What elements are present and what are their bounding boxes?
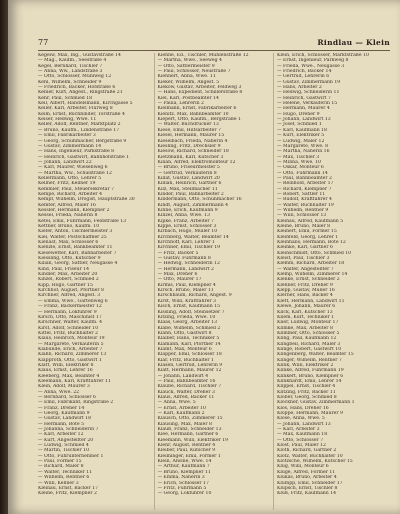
directory-entry: Kiesling, Fritz, Drechsler 9	[157, 143, 221, 149]
directory-entry: — Anna, Ww., Landstraße 3	[38, 69, 103, 75]
directory-entry: Klerner, Hans, Bäcker 4	[277, 293, 333, 299]
directory-entry: — Heinrich, Gastwirt 7	[277, 95, 331, 101]
directory-entry: Kiesow, Richard, Schneider 18	[157, 149, 229, 155]
directory-entry: Keiler, Karl, Arbeiter, Flurweg 8	[38, 106, 113, 112]
header-rule	[38, 50, 390, 51]
directory-entry: Kirsch, Bruno, Maler 11	[157, 288, 214, 294]
directory-entry: Klier, Ludwig, Monteur 17	[277, 320, 339, 326]
directory-entry: — Hans, Ingenieur, Parkstraße 8	[38, 149, 115, 155]
directory-entry: Kietzmann, Karl, Kutscher 3	[157, 154, 224, 160]
directory-entry: Keiser, Hedwig, Wwe. 11	[38, 117, 97, 123]
directory-entry: Kiesewetter, Karl, Bahnarbeiter 7	[38, 250, 117, 256]
directory-entry: — Heinrich, Gastwirt, Bahnhofstraße 1	[38, 154, 130, 160]
running-head: Rindlau — Klein	[317, 38, 390, 47]
directory-entry: Klumpp, Emil, Schneider 17	[277, 480, 343, 486]
directory-entry: — Hans, Expedient, Schillerstraße 8	[157, 90, 243, 96]
directory-entry: — Max, Kaufmann 18	[277, 432, 328, 438]
directory-entry: — Gertrud, Verkäuferin 8	[157, 170, 217, 176]
directory-entry: Kluge, Alfred, Former 11	[277, 469, 336, 475]
directory-entry: — Kurt, Elektriker 5	[277, 133, 325, 139]
directory-entry: Klotzsche, Wilhelm, Kutscher 15	[277, 459, 353, 465]
directory-entry: Kiel, Walter, Postschaffner 25	[38, 234, 107, 240]
directory-entry: Klapper, Emil, Schlosser 18	[157, 352, 222, 358]
directory-entry: Klimmer, Otto, Schlosser 5	[277, 330, 340, 336]
directory-entry: Kleinau, Alfred, Kaufmann 5	[277, 218, 344, 224]
directory-entry: Kettner, Bruno, Kaufm. 10	[38, 224, 100, 229]
directory-entry: — Willi, Kellner 3	[38, 480, 79, 486]
directory-entry: Kipke, Franz, Arbeiter 7	[157, 218, 214, 224]
directory-entry: Klug, Willi, Monteur 6	[277, 464, 329, 470]
directory-entry: Klaas, Georg, Arbeiter 13	[157, 320, 218, 326]
directory-entry: Kiesel, Hermann, Maurer 15	[157, 133, 225, 139]
directory-entry: — Bruno, Klempner 11	[157, 469, 211, 475]
directory-entry: Kipp, Hugo, Gärtner 15	[38, 282, 93, 288]
directory-entry: Kirchner, Emil, Tischler 19	[157, 245, 221, 251]
directory-entry: — Rudolf, Kraftfahrer 4	[277, 197, 332, 203]
directory-entry: Klett, Hermann, Landwirt 11	[277, 298, 345, 304]
directory-entry: Kienzle, Ernst, Bankbeamter 11	[38, 245, 113, 251]
directory-entry: Kisch, Ernst, Kaufmann 15	[157, 304, 220, 310]
directory-entry: Klinge, Robert, Gastwirt 10	[277, 346, 342, 352]
directory-entry: — Margarete, Wwe. 8	[277, 143, 328, 149]
directory-entry: Kirmis, Paul, Klempner 4	[157, 282, 216, 288]
directory-entry: — Georg, Schuhmacher, Bergstraße 9	[38, 138, 127, 144]
directory-entry: — Max, Dreher 6	[157, 272, 198, 278]
directory-entry: — Martha, Wwe., Seeweg 4	[157, 58, 222, 64]
directory-entry: Kitzing, Frieda, Wwe. 10	[157, 314, 216, 320]
directory-entry: Kittel, Fritz, Buchhalter 2	[38, 330, 98, 336]
directory-entry: — Paul, Former 15	[38, 459, 82, 465]
directory-entry: — Willi, Schlosser 13	[277, 213, 327, 219]
directory-entry: Kehl, Wilhelm, Schneider 9	[38, 79, 102, 85]
directory-entry: — Karl, Kaufmann 2	[157, 411, 205, 417]
directory-entry: — Kurt, Angestellter 20	[38, 437, 94, 443]
directory-entry: Keller, Adolf, Rentner, Marktplatz 2	[38, 122, 121, 128]
directory-entry: Klitzing, Fritz, Bäcker 11	[277, 389, 336, 395]
directory-entry: — Paul, Schlosser, Neustraße 7	[157, 69, 231, 75]
directory-entry: Klar, Fritz, Buchhalter 1	[157, 357, 214, 363]
directory-entry: — Hans, Arbeiter 2	[277, 85, 322, 91]
directory-entry: — Karl, Kaufmann 18	[277, 127, 327, 133]
directory-entry: Klasen, Gertrud, Lehrerin 9	[157, 362, 223, 368]
directory-entry: Klein, Erich, Schlosser, Marktstraße 10	[277, 53, 369, 58]
directory-entry: Klamann, Karl, Pförtner 14	[157, 341, 221, 347]
directory-entry: Kirchhoff, Karl, Lehrer 1	[157, 240, 215, 246]
directory-entry: Klingbeil, Richard, Maler 3	[277, 341, 341, 347]
directory-entry: — Georg, Lokführer 10	[157, 491, 212, 497]
directory-entry: Kempe, Richard, Arbeiter 4	[38, 191, 103, 197]
directory-entry: Klenner, Fritz, Dreher 9	[277, 282, 333, 288]
directory-entry: — Emil, Fabrikant, Ringstraße 2	[38, 400, 114, 406]
directory-entry: Kiel, Karl, Postbeamter 14	[157, 95, 219, 101]
directory-entry: Klepp, Gustav, Müller 16	[277, 288, 335, 294]
directory-entry: — Bruno, Kaufm., Lindenstraße 17	[38, 127, 120, 133]
directory-entry: Kessel, Frieda, Näherin 8	[38, 213, 98, 219]
page-number: 77	[38, 38, 49, 47]
directory-entry: — Walter, Buchhalter 19	[277, 202, 334, 208]
directory-entry: Klausch, Otto, Zimmerer 15	[157, 416, 223, 422]
directory-entry: — Fritz, Bäcker 5	[157, 250, 199, 256]
directory-entry: — Martin, Tischler 10	[38, 448, 89, 454]
directory-entry: Kieselbach, Frieda, Näherin 4	[157, 138, 228, 144]
directory-entry: Klost, Paul, Maler 12	[277, 443, 326, 449]
directory-entry: — Karl, Arbeiter 12	[38, 432, 84, 438]
directory-entry: — Ernst, Ingenieur, Parkweg 8	[277, 58, 349, 64]
directory-entry: Kirchhof, August, Pförtner 8	[38, 288, 104, 294]
directory-entry: — Johann, Landwirt 22	[38, 159, 92, 165]
directory-entry: — Hermann, Maurer 4	[277, 106, 330, 112]
directory-entry: — Martha, Ww., Schulstraße 12	[38, 170, 112, 176]
directory-entry: Kemter, Alfred, Maler 16	[38, 202, 96, 208]
directory-entry: — Richard, Klempner 7	[277, 186, 332, 192]
directory-entry: — Otto, Fuhrunternehmer 1	[38, 453, 104, 459]
directory-entry: Klose, Anna, Wwe. 5	[277, 416, 325, 422]
directory-entry: Klimke, Max, Arbeiter 8	[277, 325, 333, 331]
directory-entry: Kleine, Bruno, Maler 8	[277, 224, 331, 229]
directory-entry: Klabunde, Erich, Arbeiter 7	[38, 346, 103, 352]
directory-columns	[38, 53, 390, 510]
directory-entry: Klein, Alwine, Wwe. 14	[157, 459, 212, 465]
directory-entry: — Ludwig, Schmied 4	[38, 443, 89, 449]
directory-entry: — Emma, Näherin 3	[157, 475, 205, 481]
directory-entry: — Karl, Arbeiter 3	[277, 427, 320, 433]
directory-entry: Kirschner, Walter, Kaufm. 4	[38, 320, 103, 326]
directory-entry: — Hedwig, Schneiderin 11	[277, 90, 340, 96]
directory-entry: Kellner, Fritz, Kellner 19	[38, 181, 96, 187]
directory-entry: Kiehnert, Anna, Wwe. 11	[157, 74, 216, 80]
directory-entry: — Emma, Wwe., Gartenweg 6	[38, 298, 108, 304]
directory-entry: — Hermann, Bote 5	[38, 421, 84, 427]
directory-entry: — Gustav, Fuhrmann 8	[157, 256, 211, 262]
column-divider	[154, 53, 155, 510]
directory-entry: Kleemann, Karl, Kraftfahrer 11	[38, 378, 111, 384]
directory-entry: Klupsch, Ernst, Tischler 8	[277, 485, 338, 491]
directory-entry: Kleemann, Willi, Elektriker 19	[157, 437, 229, 443]
directory-entry: Klauck, Walter, Dreher 3	[157, 389, 215, 395]
directory-entry: Kirchner, Alfred, Angest. 3	[38, 293, 101, 299]
directory-entry: — Erich, Schlosser 17	[157, 480, 209, 486]
directory-entry: Killian, Heinrich, Gärtner 6	[157, 181, 222, 187]
directory-entry: Klink, Willi, Elektriker 2	[277, 362, 334, 368]
directory-entry: Kleist, Paul, Tischler 3	[277, 256, 330, 262]
directory-entry: Klippel, Ernst, Tischler 4	[277, 384, 336, 390]
directory-entry: Klee, Hermann, Gärtner 6	[157, 432, 219, 438]
directory-entry: Kleiminger, Emil, Former 1	[157, 453, 221, 459]
directory-entry: — Otto, Schlosser, Mühlweg 12	[38, 74, 112, 80]
directory-entry: Kilian, Alfred, Elektromonteur 12	[157, 159, 236, 165]
directory-entry: — Otto, Fuhrmann 14	[277, 170, 328, 176]
directory-entry: — Paul, Bahnbeamter 2	[277, 175, 332, 181]
directory-entry: Kling, Paul, Kaufmann 12	[277, 336, 337, 342]
directory-entry: Klukas, Bruno, Arbeiter 4	[277, 475, 337, 481]
directory-entry: — Georg, Kaufmann 9	[38, 411, 90, 417]
directory-entry: Kinzel, Anna, Wwe. 13	[157, 213, 210, 219]
directory-entry: Kindler, Max, Arbeiter 20	[38, 272, 98, 278]
directory-entry: — Hugo, Dreher 9	[277, 111, 320, 117]
directory-entry: Kiefer, Anton, Tischlermeister 3	[38, 229, 113, 235]
directory-entry: — Oskar, Monteur 6	[277, 165, 324, 171]
directory-entry: Klatt, Hermann, Maurer 12	[157, 368, 222, 374]
directory-entry: — Mag., Kaufm., Seestraße 4	[38, 58, 107, 64]
directory-entry: Kienast, Max, Schlosser 6	[38, 240, 99, 246]
directory-entry: Kind, Paul, Friseur 14	[38, 266, 90, 272]
directory-entry: — Walter, Angestellter 7	[277, 266, 334, 272]
directory-entry: Klaus, Heinrich, Monteur 19	[38, 336, 105, 342]
directory-entry: Klöckner, Gustav, Zimmermann 1	[277, 400, 355, 406]
directory-entry: Klamt, Max, Monteur 6	[157, 346, 212, 352]
directory-entry: — Friedrich, Bäcker, Hofstraße 6	[38, 85, 116, 91]
directory-entry: — Fritz, Fuhrmann 5	[157, 485, 207, 491]
directory-entry: Kleinschmidt, Otto, Schmied 10	[277, 250, 352, 256]
directory-entry: Kleinfeld, Georg, Lehrer 1	[277, 234, 339, 240]
directory-entry: Kirst, Adolf, Schneider 10	[38, 325, 99, 331]
directory-entry: Kiehne, Ed., Tischler, Mühlenstraße 12	[157, 53, 249, 58]
directory-entry: — Otto, Schlosser 7	[277, 437, 324, 443]
directory-entry: Klehr, August, Rentner 4	[157, 443, 216, 449]
directory-entry: Kleinhans, Hermann, Bote 12	[277, 240, 346, 246]
directory-entry: Kleinau, Ernst, Bäcker 17	[38, 485, 98, 491]
directory-entry: Kirsch, Otto, Maschinist 17	[38, 314, 102, 320]
directory-entry: Kloppe, Hermann, Maurer 9	[277, 411, 343, 417]
directory-entry: Klüß, Fritz, Kaufmann 14	[277, 491, 337, 497]
directory-entry: — Otto, Maurer 17	[157, 277, 202, 283]
directory-entry: Kloth, Richard, Gärtner 2	[277, 448, 337, 454]
directory-entry: Klewe, Johann, Maurer 6	[277, 304, 336, 310]
directory-entry: — Bernhard, Schlosser 6	[38, 395, 96, 400]
column-2	[158, 53, 271, 510]
directory-entry: Klös, Hans, Dreher 16	[277, 405, 329, 411]
directory-entry: — Paul, Bahnbeamter 16	[157, 378, 216, 384]
directory-entry: Klausing, Max, Maler 8	[157, 421, 212, 427]
directory-entry: Ketel, Emil, Fuhrmann, Feldstraße 13	[38, 218, 127, 224]
directory-entry: — Robert, Sattler 11	[277, 191, 326, 197]
directory-entry: Kleinert, Emil, Former 15	[277, 229, 337, 235]
directory-entry: Kinzel, Robert, Schmied 2	[38, 277, 99, 283]
directory-entry: Kippe, Ernst, Schlosser 3	[157, 224, 217, 229]
directory-entry: Kiekow, Gustav, Arbeiter, Feldweg 3	[157, 85, 242, 91]
directory-entry: — Walter, Buchdrucker 13	[157, 122, 219, 128]
directory-entry: — Josef, Schmied 1	[277, 122, 322, 128]
directory-entry: Klaus, Alfred, Bäcker 11	[157, 395, 215, 400]
directory-entry: — Martha, Näherin 16	[277, 149, 330, 155]
directory-entry: Klein, Adolf, Maurer 3	[38, 384, 90, 390]
directory-entry: Klapproth, Otto, Gastwirt 1	[38, 357, 102, 363]
directory-entry: — Bruno, Friseurmeister 5	[157, 165, 220, 171]
directory-entry: — Karl, Maurer, Wiesenweg 6	[38, 165, 108, 171]
directory-entry: — Minna, Wwe. 10	[277, 159, 321, 165]
directory-entry: — Gustav, Zimmermann 19	[277, 79, 341, 85]
directory-entry: Klinke, Alfred, Fuhrmann 19	[277, 368, 344, 374]
directory-entry: — Ludwig, Maler 12	[277, 138, 325, 144]
directory-entry: Kinder, Paul, Bahnarbeiter 2	[157, 191, 224, 197]
directory-entry: Kliem, Kurt, Techniker 1	[277, 314, 335, 320]
directory-entry: — Anna, Wwe. 5	[157, 400, 196, 406]
directory-entry: — Johanna, Schneiderin 7	[38, 427, 99, 433]
directory-entry: Kleinke, Karl, Gärtner 6	[277, 245, 333, 251]
directory-entry: Klauß, Franz, Schneider 13	[157, 427, 222, 433]
directory-entry: Kiepert, Otto, Kaufm., Bergstraße 1	[157, 117, 241, 123]
directory-entry: Kirst, Willi, Kraftfahrer 3	[157, 298, 216, 304]
directory-entry: Kiese, Emil, Hilfsarbeiter 7	[157, 127, 221, 133]
directory-entry: Klöber, Georg, Schmied 8	[277, 395, 337, 400]
directory-entry: — Wilhelm, Rentner 6	[38, 475, 90, 481]
column-1	[38, 53, 151, 510]
directory-entry: Klenke, Ernst, Schneider 2	[277, 277, 340, 283]
directory-entry: — Johann, Landwirt 13	[277, 117, 331, 123]
directory-entry: — Wilhelm, Rentner 9	[277, 207, 329, 213]
page-header	[38, 38, 390, 48]
directory-entry: Kleeberg, Max, Beamter 4	[38, 373, 100, 379]
directory-entry: Kiessling, Otto, Kutscher 9	[38, 256, 101, 262]
directory-entry: — Friedrich, Bäcker 14	[277, 69, 332, 75]
directory-entry: Kegel, Bernhard, Tischler 7	[38, 63, 103, 69]
directory-entry: — Walter, Techniker 11	[38, 469, 93, 475]
directory-entry: Kieker, Wilhelm, Angest. 5	[157, 79, 220, 85]
directory-entry: Klahn, Richard, Zimmerer 13	[38, 352, 107, 358]
directory-entry: Klaiber, Hans, Techniker 5	[157, 336, 220, 342]
directory-entry: — Emil, Fabrikarbeiter 3	[38, 133, 96, 139]
directory-entry: Kehler, Kurt, Angest., Ringstraße 21	[38, 90, 123, 96]
directory-entry: Kellermann, Otto, Lehrer 5	[38, 175, 102, 181]
directory-entry: Kirchberg, Walter, Beamter 14	[157, 234, 229, 240]
directory-entry: Kindermann, Otto, Schuhmacher 16	[157, 197, 242, 203]
directory-entry: Klatt, Willi, Elektriker 8	[38, 362, 94, 368]
directory-entry: Kemmler, Paul, Steuersekretär 7	[38, 186, 115, 192]
directory-entry: — Paula, Lehrerin 2	[157, 101, 204, 107]
directory-entry: Klotz, Walter, Buchhalter 10	[277, 453, 343, 459]
directory-entry: Klabe, Wilhelm, Schmied 2	[157, 325, 221, 331]
directory-entry: Kleiber, Paul, Kutscher 9	[157, 448, 216, 454]
directory-entry: — Gertrud, Lehrerin 6	[277, 74, 330, 80]
directory-entry: Kilz, Max, Stellmacher 11	[157, 186, 218, 192]
directory-entry: — Johann, Landwirt 4	[157, 373, 209, 379]
directory-entry: — Richard, Maler 8	[38, 464, 84, 470]
directory-entry: — Ernst, Arbeiter 10	[157, 405, 206, 411]
directory-entry: Keim, Ernst, Buchbinder, Torstraße 4	[38, 111, 125, 117]
directory-entry: — Hedwig, Schneiderin 12	[157, 261, 220, 267]
directory-entry: Kegeiw, Max, Ing., Gustavstraße 14	[38, 53, 121, 58]
directory-entry: — Gustav, Zimmermann 14	[38, 143, 102, 149]
directory-entry: Klinkhardt, Emil, Lehrer 14	[277, 378, 342, 384]
directory-entry: — Johann, Landwirt 13	[277, 421, 331, 427]
directory-entry: — Max, Tischler 3	[277, 154, 320, 160]
directory-entry: Kleine, Fritz, Klempner 2	[38, 491, 97, 497]
directory-entry: — Reinhold, Arbeiter 17	[277, 181, 334, 187]
column-divider	[273, 53, 274, 510]
directory-entry: Kessler, Hermann, Klempner 2	[38, 207, 110, 213]
directory-entry: Klick, Karl, Kutscher 13	[277, 309, 333, 315]
directory-entry: Klinger, Wilhelm, Rentner 7	[277, 357, 342, 363]
directory-entry: Keil, Albert, Handelsmann, Kirchgasse 5	[38, 101, 133, 107]
directory-entry: Klaus, Ernst, Lehrer 16	[38, 368, 93, 374]
directory-entry: Klaube, Richard, Tischler 7	[157, 384, 222, 390]
directory-entry: Kielmann, Ernst, Fabrikarbeiter 6	[157, 106, 237, 112]
directory-entry: — Arthur, Kaufmann 7	[157, 464, 210, 470]
directory-entry: Kindt, August, Zimmermann 4	[157, 202, 229, 208]
directory-entry: Klemm, Richard, Arbeiter 18	[277, 261, 345, 267]
directory-entry: — Frieda, Wwe., Neugasse 3	[277, 63, 345, 69]
directory-entry: Kirbach, Hugo, Müller 10	[157, 229, 218, 235]
directory-entry: Kehr, Paul, Schmied 18	[38, 95, 93, 101]
directory-entry: Klemp, Wilhelm, Zimmerer 14	[277, 272, 348, 278]
directory-entry: Kinne, Erich, Kaufmann 9	[157, 207, 218, 213]
directory-entry: Klingenberg, Walter, Beamter 15	[277, 352, 354, 358]
directory-entry: — Hermann, Landwirt 2	[157, 266, 214, 272]
directory-entry: Klähn, Otto, Gastwirt 8	[157, 330, 212, 336]
directory-entry: Klinkert, Bruno, Klempner 6	[277, 373, 344, 379]
directory-entry: Killat, Gustav, Landwirt 20	[157, 175, 220, 181]
directory-entry: — Margarete, Verkäuferin 5	[38, 341, 104, 347]
directory-entry: — Hermann, Lokführer 9	[38, 309, 97, 315]
directory-entry: Kissling, Adolf, Steinsetzer 7	[157, 309, 225, 315]
directory-entry: Kienitz, Max, Bahnbeamter 10	[157, 111, 229, 117]
directory-entry: — Otto, Sattlermeister 9	[157, 63, 215, 69]
directory-entry: — Anna, Wwe. 22	[38, 389, 80, 395]
directory-entry: — Franz, Dreher 14	[38, 405, 85, 411]
directory-entry: Kempf, Wilhelm, Drogist, Hauptstraße 30	[38, 197, 135, 203]
directory-entry: — Gustav, Landwirt 18	[38, 416, 92, 422]
directory-entry: Kilian, Georg, Sattler, Neugasse 4	[38, 261, 118, 267]
column-3	[277, 53, 390, 510]
directory-entry: — Franz, Bäckermeister 12	[38, 304, 102, 310]
directory-entry: — Helene, Verkäuferin 15	[277, 101, 338, 107]
directory-entry: Kirschbaum, Richard, Angest. 9	[157, 293, 232, 299]
